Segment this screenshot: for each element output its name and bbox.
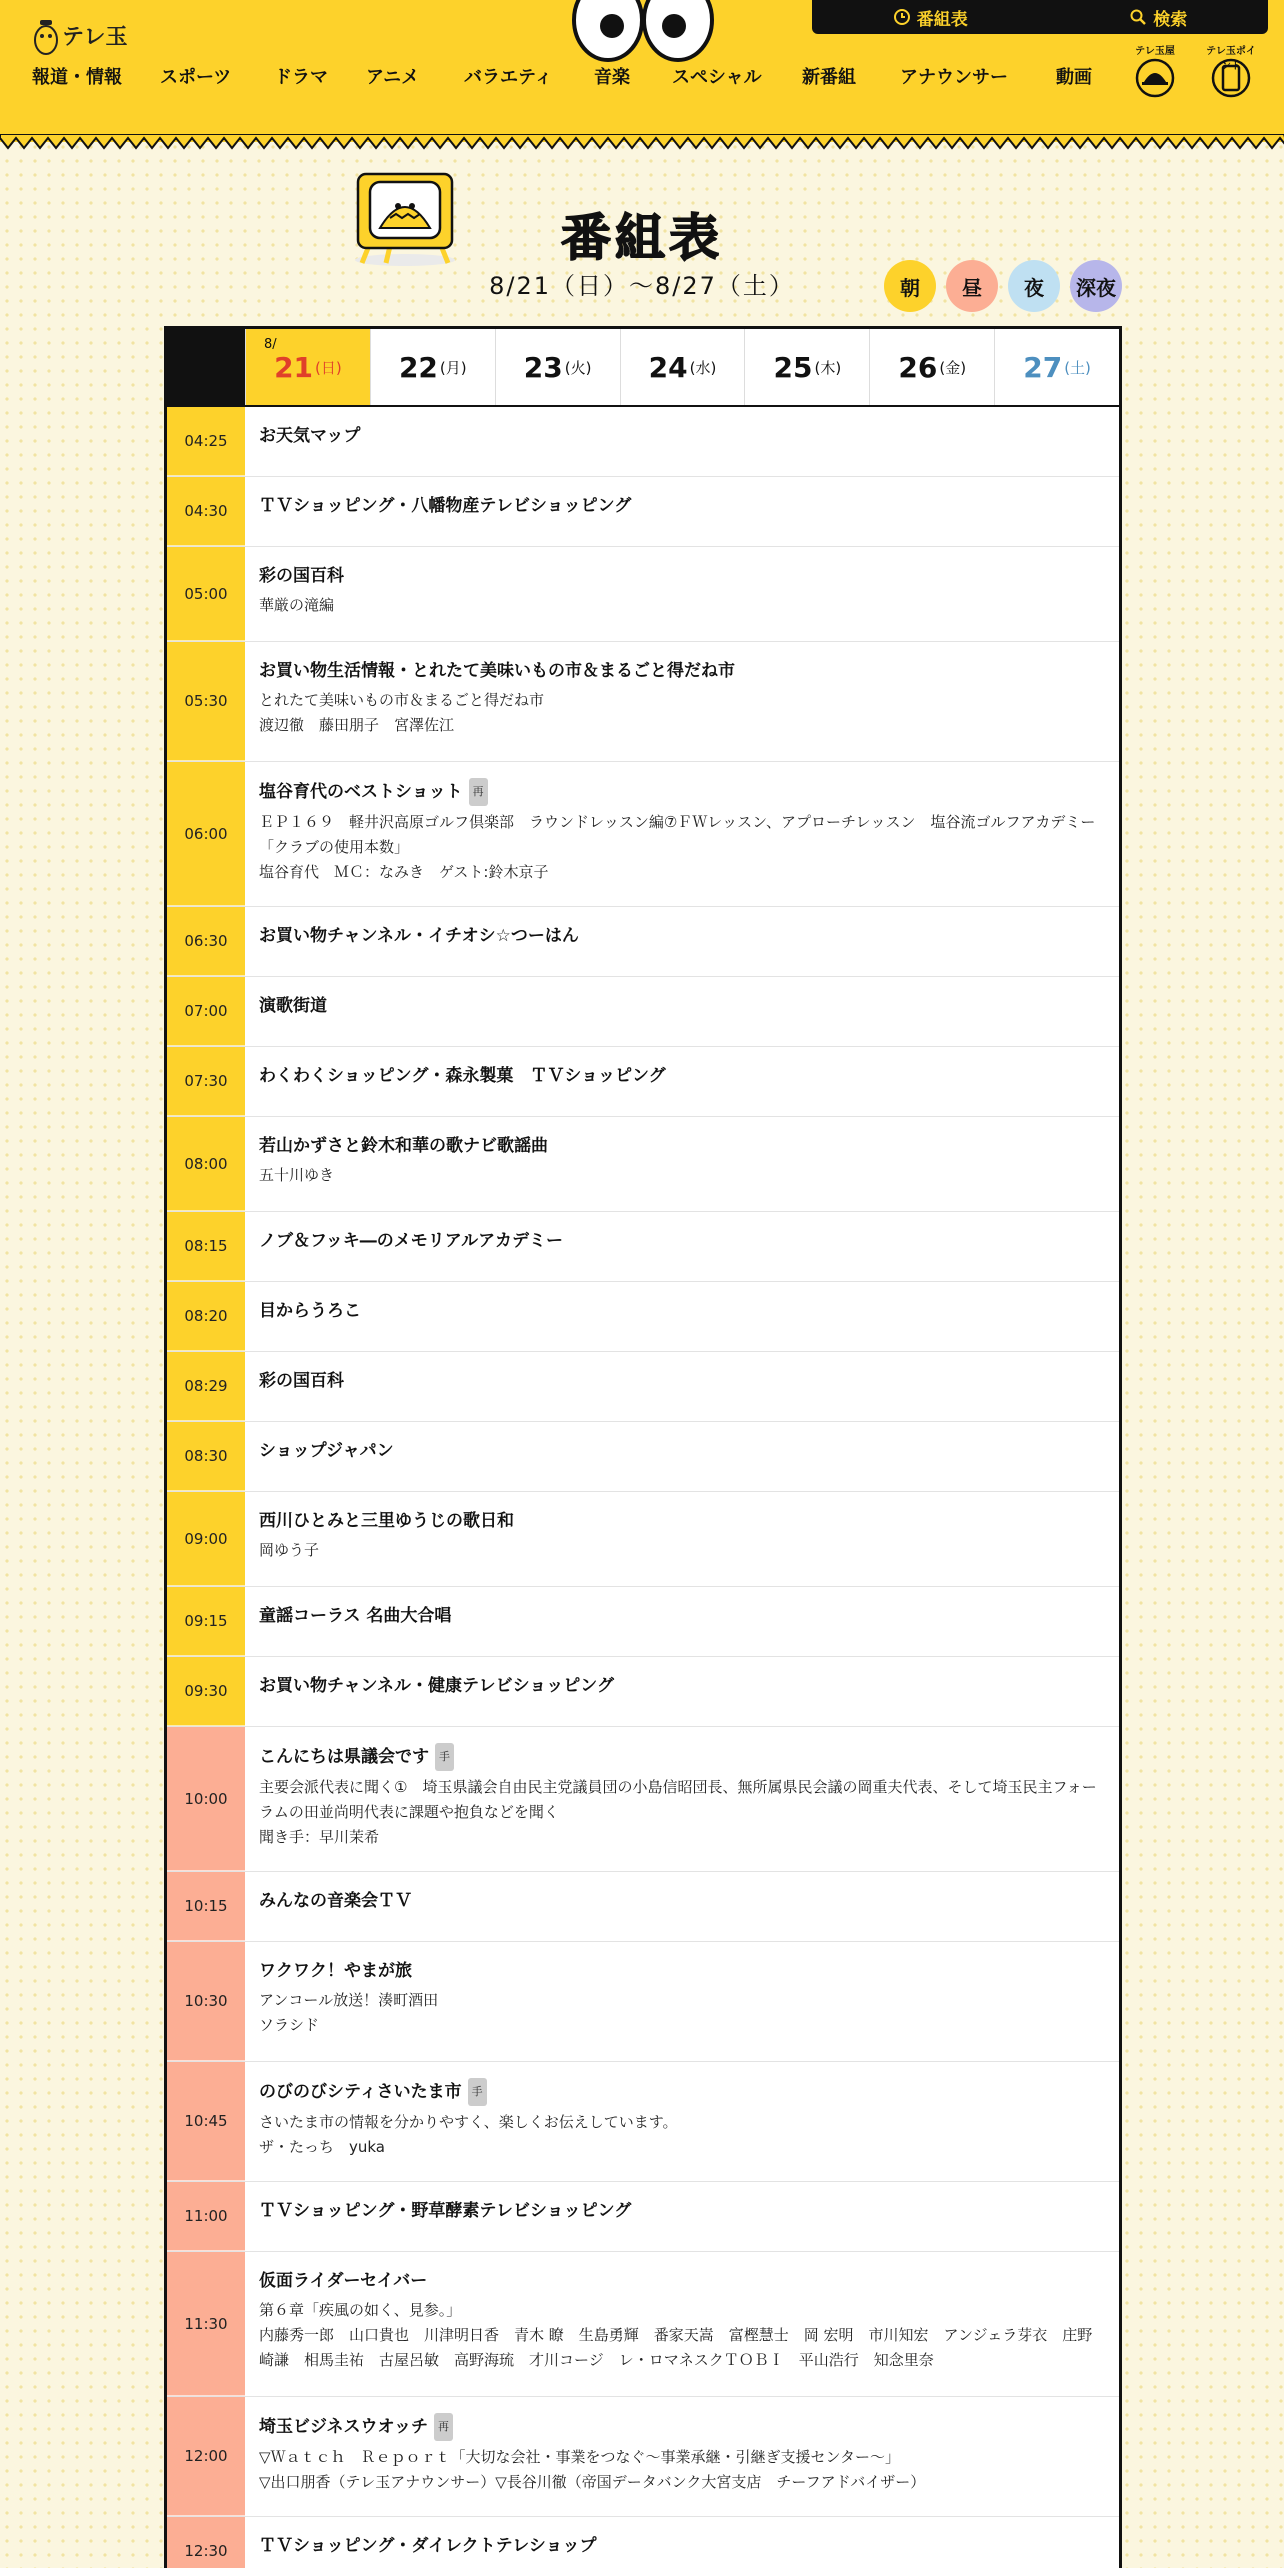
search-link[interactable]	[1129, 5, 1187, 30]
program-title-text: ワクワク！やまが旅	[259, 1961, 412, 1981]
program-badge: 手	[468, 2078, 487, 2106]
program-row[interactable]	[167, 1422, 1119, 1492]
program-row[interactable]	[167, 907, 1119, 977]
shop-link-label: テレ玉屋	[1135, 46, 1175, 57]
day-selector	[167, 329, 1119, 407]
app-link[interactable]	[1206, 44, 1256, 100]
program-title[interactable]	[259, 1438, 1105, 1464]
program-start-time: 07:30	[167, 1047, 245, 1116]
tod-evening-button[interactable]	[1008, 260, 1060, 312]
day-tab-22[interactable]	[370, 329, 495, 405]
program-start-time: 08:20	[167, 1282, 245, 1351]
program-info[interactable]	[245, 1492, 1119, 1586]
program-title[interactable]	[259, 2533, 1105, 2559]
program-start-time: 10:15	[167, 1872, 245, 1941]
date-range: 8/21（日）〜8/27（土）	[489, 272, 795, 300]
day-number: 23	[523, 350, 563, 384]
shop-link[interactable]	[1130, 44, 1180, 100]
tod-latenight-label: 深夜	[1076, 275, 1116, 300]
program-title-text: ＴＶショッピング・八幡物産テレビショッピング	[259, 496, 632, 516]
program-description: とれたて美味いもの市＆まるごと得だね市 渡辺徹 藤田朋子 宮澤佐江	[259, 691, 545, 734]
program-row[interactable]	[167, 1587, 1119, 1657]
program-info[interactable]	[245, 2397, 1119, 2516]
program-start-time: 09:00	[167, 1492, 245, 1586]
program-title-text: 塩谷育代のベストショット	[259, 782, 463, 802]
program-start-time: 08:00	[167, 1117, 245, 1211]
day-tab-26[interactable]	[869, 329, 994, 405]
program-row[interactable]	[167, 1047, 1119, 1117]
day-month: 8/	[264, 337, 277, 352]
program-title-text: 若山かずさと鈴木和華の歌ナビ歌謡曲	[259, 1136, 548, 1156]
program-description: 華厳の滝編	[259, 596, 335, 614]
day-number: 25	[773, 350, 813, 384]
clock-icon	[893, 8, 911, 26]
program-start-time: 04:30	[167, 477, 245, 546]
day-weekday: (日)	[315, 358, 342, 377]
program-start-time: 07:00	[167, 977, 245, 1046]
program-info[interactable]	[245, 407, 1119, 476]
tod-daytime-button[interactable]	[946, 260, 998, 312]
program-row[interactable]	[167, 477, 1119, 547]
program-info[interactable]	[245, 762, 1119, 906]
program-description: アンコール放送！湊町酒田 ソラシド	[259, 1991, 439, 2034]
nav-video[interactable]: 動画	[1056, 67, 1092, 88]
program-title[interactable]	[259, 1228, 1105, 1254]
program-title-text: 目からうろこ	[259, 1301, 361, 1321]
program-row[interactable]	[167, 1212, 1119, 1282]
day-tab-23[interactable]	[495, 329, 620, 405]
program-title-text: のびのびシティさいたま市	[259, 2082, 462, 2102]
nav-special[interactable]: スペシャル	[672, 67, 762, 88]
program-start-time: 09:15	[167, 1587, 245, 1656]
program-badge: 手	[435, 1743, 454, 1771]
program-title-text: ショップジャパン	[259, 1441, 394, 1461]
program-start-time: 12:00	[167, 2397, 245, 2516]
program-info[interactable]	[245, 1212, 1119, 1281]
program-info[interactable]	[245, 2517, 1119, 2568]
site-header	[0, 0, 1284, 142]
program-title-text: ＴＶショッピング・野草酵素テレビショッピング	[259, 2201, 632, 2221]
day-weekday: (金)	[939, 358, 967, 377]
program-title-text: 彩の国百科	[259, 566, 344, 586]
program-row[interactable]	[167, 642, 1119, 762]
program-start-time: 06:30	[167, 907, 245, 976]
program-row[interactable]	[167, 2062, 1119, 2182]
program-description: 岡ゆう子	[259, 1541, 320, 1559]
program-title-text: 演歌街道	[259, 996, 327, 1016]
day-corner	[167, 329, 245, 405]
program-start-time: 11:30	[167, 2252, 245, 2396]
nav-news[interactable]: 報道・情報	[32, 67, 122, 88]
program-title[interactable]	[259, 1743, 1105, 1771]
program-title-text: お天気マップ	[259, 426, 361, 446]
program-start-time: 04:25	[167, 407, 245, 476]
program-start-time: 10:30	[167, 1942, 245, 2061]
program-row[interactable]	[167, 1727, 1119, 1872]
program-title[interactable]	[259, 423, 1105, 449]
tod-latenight-button[interactable]	[1070, 260, 1122, 312]
program-title-text: こんにちは県議会です	[259, 1747, 429, 1767]
program-badge: 再	[434, 2413, 453, 2441]
program-title[interactable]	[259, 1063, 1105, 1089]
program-title[interactable]	[259, 1603, 1105, 1629]
top-utility-bar	[812, 0, 1268, 34]
program-start-time: 08:29	[167, 1352, 245, 1421]
program-title[interactable]	[259, 1958, 1105, 1984]
program-badge: 再	[469, 778, 488, 806]
day-number: 22	[398, 350, 438, 384]
program-start-time: 08:30	[167, 1422, 245, 1491]
program-list	[167, 407, 1119, 2568]
program-row[interactable]	[167, 2252, 1119, 2397]
day-number: 21	[274, 350, 314, 384]
nav-variety[interactable]: バラエティ	[464, 67, 553, 88]
program-title-text: 童謡コーラス 名曲大合唱	[259, 1606, 452, 1626]
day-tab-24[interactable]	[620, 329, 745, 405]
nav-new-programs[interactable]: 新番組	[802, 67, 856, 88]
program-description: さいたま市の情報を分かりやすく、楽しくお伝えしています。 ザ・たっち yuka	[259, 2113, 678, 2156]
program-title-text: 仮面ライダーセイバー	[259, 2271, 428, 2291]
day-tab-21[interactable]	[245, 329, 370, 405]
program-title[interactable]	[259, 778, 1105, 806]
program-title[interactable]	[259, 1673, 1105, 1699]
day-weekday: (水)	[689, 358, 717, 377]
program-title[interactable]	[259, 1888, 1105, 1914]
program-title[interactable]	[259, 2198, 1105, 2224]
program-row[interactable]	[167, 547, 1119, 642]
program-title[interactable]	[259, 2078, 1105, 2106]
program-title[interactable]	[259, 923, 1105, 949]
nav-anime[interactable]: アニメ	[366, 67, 420, 88]
program-title-text: ＴＶショッピング・ダイレクトテレショップ	[259, 2536, 597, 2556]
program-title-text: 埼玉ビジネスウオッチ	[259, 2417, 428, 2437]
program-start-time: 05:30	[167, 642, 245, 761]
program-title[interactable]	[259, 1133, 1105, 1159]
program-info[interactable]	[245, 1727, 1119, 1871]
day-number: 24	[648, 350, 688, 384]
search-link-label: 検索	[1153, 9, 1188, 30]
logo-text[interactable]: テレ玉	[62, 25, 128, 50]
day-number: 26	[898, 350, 938, 384]
nav-music[interactable]: 音楽	[594, 67, 630, 88]
header-zigzag-edge	[0, 134, 1284, 154]
program-row[interactable]	[167, 1492, 1119, 1587]
program-title-text: わくわくショッピング・森永製菓 ＴＶショッピング	[259, 1066, 666, 1086]
program-info[interactable]	[245, 1942, 1119, 2061]
program-description: 主要会派代表に聞く① 埼玉県議会自由民主党議員団の小島信昭団長、無所属県民会議の岡重夫代表、そして埼玉民主フォーラムの田並尚明代表に課題や抱負などを聞く 聞き手：早川茉希	[259, 1778, 1097, 1846]
program-info[interactable]	[245, 2252, 1119, 2396]
program-info[interactable]	[245, 1282, 1119, 1351]
program-start-time: 06:00	[167, 762, 245, 906]
program-row[interactable]	[167, 2182, 1119, 2252]
program-title-text: 彩の国百科	[259, 1371, 344, 1391]
program-title[interactable]	[259, 993, 1105, 1019]
program-schedule	[164, 326, 1122, 2568]
day-weekday: (月)	[439, 358, 467, 377]
program-title-text: お買い物チャンネル・イチオシ☆つーはん	[259, 926, 579, 946]
day-weekday: (木)	[814, 358, 842, 377]
program-title[interactable]	[259, 1298, 1105, 1324]
program-row[interactable]	[167, 1872, 1119, 1942]
program-row[interactable]	[167, 977, 1119, 1047]
program-info[interactable]	[245, 1047, 1119, 1116]
program-info[interactable]	[245, 1587, 1119, 1656]
program-start-time: 11:00	[167, 2182, 245, 2251]
program-title[interactable]	[259, 1368, 1105, 1394]
app-link-label: テレ玉ポイント	[1206, 46, 1256, 72]
program-row[interactable]	[167, 1117, 1119, 1212]
tod-evening-label: 夜	[1024, 275, 1044, 300]
program-start-time: 10:00	[167, 1727, 245, 1871]
nav-sports[interactable]: スポーツ	[160, 67, 232, 88]
program-row[interactable]	[167, 762, 1119, 907]
nav-drama[interactable]: ドラマ	[274, 67, 328, 88]
page-title: 番組表	[561, 209, 723, 267]
program-row[interactable]	[167, 1352, 1119, 1422]
program-row[interactable]	[167, 2397, 1119, 2517]
program-info[interactable]	[245, 1872, 1119, 1941]
program-row[interactable]	[167, 1282, 1119, 1352]
mascot-eyes-icon	[568, 0, 718, 64]
tod-daytime-label: 昼	[962, 275, 982, 300]
program-title-text: 西川ひとみと三里ゆうじの歌日和	[259, 1511, 514, 1531]
program-start-time: 05:00	[167, 547, 245, 641]
program-title[interactable]	[259, 2413, 1105, 2441]
program-row[interactable]	[167, 1942, 1119, 2062]
program-title[interactable]	[259, 658, 1105, 684]
program-info[interactable]	[245, 642, 1119, 761]
program-info[interactable]	[245, 907, 1119, 976]
schedule-link-label: 番組表	[916, 9, 968, 30]
program-title[interactable]	[259, 1508, 1105, 1534]
program-start-time: 12:30	[167, 2517, 245, 2568]
program-start-time: 10:45	[167, 2062, 245, 2181]
program-title-text: お買い物生活情報・とれたて美味いもの市＆まるごと得だね市	[259, 661, 735, 681]
program-description: ＥＰ１６９ 軽井沢高原ゴルフ倶楽部 ラウンドレッスン編⑦ＦＷレッスン、アプローチレッスン 塩谷流ゴルフアカデミー「クラブの使用本数」 塩谷育代 ＭＣ：なみき ゲスト:鈴木京子	[259, 813, 1096, 881]
day-weekday: (土)	[1064, 358, 1091, 377]
program-row[interactable]	[167, 2517, 1119, 2568]
program-info[interactable]	[245, 2062, 1119, 2181]
program-title-text: お買い物チャンネル・健康テレビショッピング	[259, 1676, 614, 1696]
day-tab-25[interactable]	[744, 329, 869, 405]
program-start-time: 09:30	[167, 1657, 245, 1726]
program-info[interactable]	[245, 477, 1119, 546]
program-description: ▽Ｗａｔｃｈ Ｒｅｐｏｒｔ「大切な会社・事業をつなぐ～事業承継・引継ぎ支援センター～」 ▽出口朋香（テレ玉アナウンサー）▽長谷川徹（帝国データバンク大宮支店 チーフアドバイザー）	[259, 2448, 926, 2491]
program-title[interactable]	[259, 493, 1105, 519]
program-title[interactable]	[259, 563, 1105, 589]
schedule-link[interactable]	[893, 5, 968, 30]
program-info[interactable]	[245, 977, 1119, 1046]
day-weekday: (火)	[564, 358, 592, 377]
program-title-text: ノブ＆フッキ―のメモリアルアカデミー	[259, 1231, 563, 1251]
program-info[interactable]	[245, 1117, 1119, 1211]
program-info[interactable]	[245, 547, 1119, 641]
tod-morning-button[interactable]	[884, 260, 936, 312]
program-info[interactable]	[245, 1352, 1119, 1421]
program-title[interactable]	[259, 2268, 1105, 2294]
program-info[interactable]	[245, 1657, 1119, 1726]
nav-announcer[interactable]: アナウンサー	[900, 67, 1008, 88]
program-row[interactable]	[167, 1657, 1119, 1727]
program-start-time: 08:15	[167, 1212, 245, 1281]
program-row[interactable]	[167, 407, 1119, 477]
program-description: 五十川ゆき	[259, 1166, 335, 1184]
day-tab-27[interactable]	[994, 329, 1119, 405]
tod-morning-label: 朝	[900, 275, 920, 300]
search-icon	[1129, 8, 1147, 26]
day-number: 27	[1023, 350, 1063, 384]
program-title-text: みんなの音楽会ＴＶ	[259, 1891, 412, 1911]
program-info[interactable]	[245, 2182, 1119, 2251]
program-info[interactable]	[245, 1422, 1119, 1491]
program-description: 第６章「疾風の如く、見参。」 内藤秀一郎 山口貴也 川津明日香 青木 瞭 生島勇輝 番家天嵩 富樫慧士 岡 宏明 市川知宏 アンジェラ芽衣 庄野崎謙 相馬圭祐 古屋呂敏 高野海琉 才川コージ レ・ロマネスクＴＯＢＩ 平山浩行 知念里奈	[259, 2301, 1093, 2369]
main-nav	[24, 58, 1092, 94]
